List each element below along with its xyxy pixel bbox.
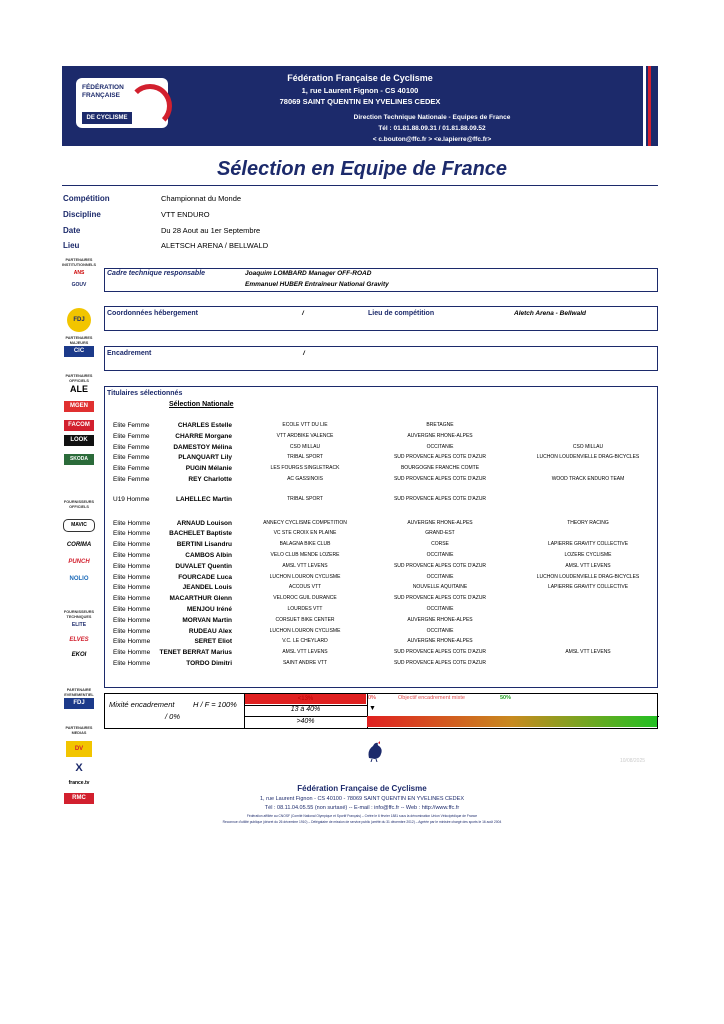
discipline-label: Discipline xyxy=(63,210,101,219)
sponsor-logo: ELVES xyxy=(69,637,89,643)
sponsor-logo: NOLIO xyxy=(69,576,89,582)
flag-stripe-red xyxy=(648,66,651,146)
rider-team: LUCHON LOUDENVIELLE DRAG-BICYCLES xyxy=(536,454,640,461)
rider-region: AUVERGNE RHONE-ALPES xyxy=(407,432,473,439)
rider-region: CORSE xyxy=(431,541,449,548)
rider-club: VTT ARDBIKE VALENCE xyxy=(276,432,334,439)
sponsor-logo: DV xyxy=(66,741,92,757)
rider-name: RUDEAU Alex xyxy=(188,627,232,635)
rider-region: AUVERGNE RHONE-ALPES xyxy=(407,519,473,526)
rider-category: Elite Homme xyxy=(113,573,151,581)
rider-row xyxy=(0,660,724,670)
rider-row xyxy=(0,628,724,638)
logo-text-2: FRANÇAISE xyxy=(82,92,120,99)
venue-label: Lieu xyxy=(63,241,80,250)
rider-row xyxy=(0,595,724,605)
sponsor-logo: CIC xyxy=(64,346,94,357)
header-addr2: 78069 SAINT QUENTIN EN YVELINES CEDEX xyxy=(279,97,441,106)
rider-name: DUVALET Quentin xyxy=(175,562,232,570)
logo-text-3: DE CYCLISME xyxy=(82,112,132,124)
rider-region: OCCITANIE xyxy=(426,606,454,612)
rider-name: MACARTHUR Glenn xyxy=(169,595,232,603)
rider-team: AMSL VTT LEVENS xyxy=(565,649,611,656)
rider-row xyxy=(0,606,724,616)
rider-region: SUD PROVENCE ALPES COTE D'AZUR xyxy=(393,649,487,656)
rider-name: FOURCADE Luca xyxy=(178,573,232,581)
scale-low: <13% xyxy=(245,694,366,704)
rider-region: OCCITANIE xyxy=(426,573,454,580)
rider-category: Elite Homme xyxy=(113,562,151,570)
cadre-label: Cadre technique responsable xyxy=(107,270,206,277)
rider-region: SUD PROVENCE ALPES COTE D'AZUR xyxy=(393,495,487,502)
rider-region: SUD PROVENCE ALPES COTE D'AZUR xyxy=(393,660,487,666)
hebergement-label: Coordonnées hébergement xyxy=(107,310,199,317)
rider-name: CHARLES Estelle xyxy=(177,422,232,429)
rider-club: ECOLE VTT DU LIE xyxy=(282,422,328,428)
rider-category: Elite Homme xyxy=(113,519,151,527)
sponsor-logo: ANS xyxy=(73,270,85,276)
rider-category: Elite Femme xyxy=(113,443,150,451)
mixite-hf: H / F = 100% xyxy=(193,700,237,709)
rider-row xyxy=(0,433,724,443)
sponsor-logo: LOOK xyxy=(64,435,94,446)
rider-club: BALAGNA BIKE CLUB xyxy=(279,541,331,548)
rider-team: LOZERE CYCLISME xyxy=(564,552,612,558)
rider-club: VELOROC GUIL DURANCE xyxy=(273,595,337,602)
rider-name: ARNAUD Louison xyxy=(176,519,232,527)
rider-team: LUCHON LOUDENVIELLE DRAG-BICYCLES xyxy=(536,573,640,580)
rider-row xyxy=(0,476,724,486)
rider-category: Elite Femme xyxy=(113,422,150,429)
lieu-competition-value: Aletch Arena - Bellwald xyxy=(514,310,586,317)
rider-category: Elite Femme xyxy=(113,454,150,462)
rider-category: Elite Homme xyxy=(113,638,151,646)
scale-high: >40% xyxy=(296,718,315,725)
rider-row xyxy=(0,496,724,506)
rider-category: Elite Homme xyxy=(113,606,151,613)
cadre-line-1: Joaquim LOMBARD Manager OFF-ROAD xyxy=(245,270,372,277)
rider-name: LAHELLEC Martin xyxy=(176,495,232,503)
rider-name: TORDO Dimitri xyxy=(186,660,232,667)
rider-region: OCCITANIE xyxy=(426,552,454,558)
header-dept: Direction Technique Nationale - Equipes de France xyxy=(353,114,511,121)
rider-row xyxy=(0,422,724,432)
rider-row xyxy=(0,541,724,551)
cadre-line-2: Emmanuel HUBER Entraîneur National Gravity xyxy=(245,281,389,288)
rider-region: SUD PROVENCE ALPES COTE D'AZUR xyxy=(393,595,487,602)
rider-team: CSO MILLAU xyxy=(572,443,604,450)
rider-category: Elite Homme xyxy=(113,584,151,592)
rider-name: BACHELET Baptiste xyxy=(169,530,232,538)
sponsor-logo: MAVIC xyxy=(63,519,95,532)
rider-category: Elite Femme xyxy=(113,476,150,483)
rider-region: SUD PROVENCE ALPES COTE D'AZUR xyxy=(393,562,487,569)
rider-category: Elite Homme xyxy=(113,660,151,667)
rider-club: ACCOUS VTT xyxy=(288,584,322,591)
rider-row xyxy=(0,638,724,648)
sponsor-group-event xyxy=(62,688,96,709)
date-label: Date xyxy=(63,226,81,235)
rider-region: SUD PROVENCE ALPES COTE D'AZUR xyxy=(393,454,487,461)
sponsor-logo: CORIMA xyxy=(66,542,92,548)
rider-row xyxy=(0,563,724,573)
scale-zero: 0% xyxy=(368,695,376,701)
rider-category: Elite Homme xyxy=(113,552,151,559)
rider-row xyxy=(0,584,724,594)
rider-team: LAPIERRE GRAVITY COLLECTIVE xyxy=(547,584,629,591)
rider-club: VC STE CROIX EN PLAINE xyxy=(273,530,337,537)
footer-legal-2: Reconnue d'utilité publique (décret du 26 décembre 1910) – Délégataire de mission de service public (arrêté du 31 décembre 2012) – Agréée par le ministre chargé des sports le 16 août 2004 xyxy=(222,820,502,824)
competition-value: Championnat du Monde xyxy=(161,194,242,203)
rider-category: Elite Homme xyxy=(113,627,151,635)
rider-team: THEORY RACING xyxy=(567,519,609,526)
rider-club: AMSL VTT LEVENS xyxy=(282,649,328,656)
sponsor-caption: PARTENAIRES MAJEURS xyxy=(65,336,93,345)
rider-name: MORVAN Martin xyxy=(182,616,232,624)
mixite-pct: / 0% xyxy=(165,712,181,721)
rider-category: Elite Homme xyxy=(113,541,151,549)
rider-club: AMSL VTT LEVENS xyxy=(282,562,328,569)
rider-row xyxy=(0,552,724,562)
sponsor-caption: FOURNISSEURS OFFICIELS xyxy=(63,500,95,509)
objective-label: Objectif encadrement mixte xyxy=(398,695,465,701)
sponsor-logo: FACOM xyxy=(64,420,94,431)
rider-club: LUCHON LOURON CYCLISME xyxy=(269,573,341,580)
sponsor-logo: ELITE xyxy=(71,622,87,628)
rider-row xyxy=(0,465,724,475)
sponsor-logo: RMC xyxy=(64,793,94,804)
rider-category: Elite Femme xyxy=(113,432,150,440)
rider-region: BRETAGNE xyxy=(426,422,454,428)
rider-team: LAPIERRE GRAVITY COLLECTIVE xyxy=(547,541,629,548)
flag-stripe-white xyxy=(643,66,646,146)
rider-club: AC GASSINOIS xyxy=(287,476,323,482)
date-value: Du 28 Aout au 1er Septembre xyxy=(161,226,261,235)
rider-category: U19 Homme xyxy=(113,495,150,503)
selection-subtitle: Sélection Nationale xyxy=(169,401,234,408)
flag-stripe-blue xyxy=(638,66,641,146)
footer-org: Fédération Française de Cyclisme xyxy=(297,784,427,793)
rider-row xyxy=(0,649,724,659)
rooster-icon xyxy=(365,740,385,762)
rider-name: DAMESTOY Mélina xyxy=(173,443,232,451)
rider-row xyxy=(0,530,724,540)
sponsor-logo: FDJ xyxy=(67,308,91,332)
rider-name: CAMBOS Albin xyxy=(185,552,232,559)
rider-name: SERET Eliot xyxy=(194,638,232,646)
rider-row xyxy=(0,520,724,530)
sponsor-logo: EKOI xyxy=(71,652,87,658)
rider-row xyxy=(0,454,724,464)
sponsor-logo: SKODA xyxy=(64,454,94,465)
rider-region: OCCITANIE xyxy=(426,443,454,450)
footer-contact: Tél : 08.11.04.05.55 (non surtaxé) -- E-mail : info@ffc.fr -- Web : http://www.ffc.fr xyxy=(264,805,460,811)
page-title: Sélection en Equipe de France xyxy=(216,158,508,180)
rider-team: WOOD TRACK ENDURO TEAM xyxy=(551,476,625,482)
sponsor-caption: FOURNISSEURS TECHNIQUES xyxy=(63,610,95,619)
rider-name: REY Charlotte xyxy=(188,476,232,483)
rider-club: TRIBAL SPORT xyxy=(287,495,323,502)
mixite-marker-icon: ▼ xyxy=(369,705,376,712)
sponsor-logo: ALE xyxy=(70,384,88,394)
rider-club: ANNECY CYCLISME COMPETITION xyxy=(263,519,347,526)
encadrement-separator: / xyxy=(303,350,305,357)
title-divider xyxy=(62,185,658,186)
sponsor-group-institutional xyxy=(62,258,96,291)
rider-category: Elite Femme xyxy=(113,465,150,473)
rider-category: Elite Homme xyxy=(113,616,151,624)
titulaires-label: Titulaires sélectionnés xyxy=(107,390,183,397)
rider-name: MENJOU Iréné xyxy=(186,606,232,613)
sponsor-caption: PARTENAIRE EVENEMENTIEL xyxy=(64,688,94,697)
mixite-label: Mixité encadrement xyxy=(109,700,175,709)
rider-category: Elite Homme xyxy=(113,530,151,538)
venue-value: ALETSCH ARENA / BELLWALD xyxy=(161,241,269,250)
sponsor-logo: GOUV xyxy=(71,282,87,288)
rider-name: JEANDEL Louis xyxy=(182,584,232,592)
rider-row xyxy=(0,574,724,584)
header-addr1: 1, rue Laurent Fignon - CS 40100 xyxy=(301,86,419,95)
mixite-gradient-bar xyxy=(367,716,657,727)
rider-name: BERTINI Lisandru xyxy=(176,541,232,549)
rider-region: GRAND-EST xyxy=(425,530,455,537)
rider-club: LUCHON LOURON CYCLISME xyxy=(269,627,341,634)
encadrement-label: Encadrement xyxy=(107,350,152,357)
sponsor-caption: PARTENAIRES MEDIAS xyxy=(65,726,93,735)
rider-name: TENET BERRAT Marius xyxy=(159,649,232,657)
rider-region: BOURGOGNE FRANCHE COMTE xyxy=(400,465,480,472)
footer-date: 10/08/2025 xyxy=(620,758,646,764)
header-tel: Tél : 01.81.88.09.31 / 01.81.88.09.52 xyxy=(378,125,486,132)
sponsor-caption: PARTENAIRES OFFICIELS xyxy=(65,374,93,383)
rider-name: CHARRE Morgane xyxy=(175,432,232,440)
rider-category: Elite Homme xyxy=(113,649,151,657)
lieu-competition-label: Lieu de compétition xyxy=(368,310,435,317)
header-org: Fédération Française de Cyclisme xyxy=(287,73,433,83)
rider-region: AUVERGNE RHONE-ALPES xyxy=(407,616,473,623)
footer-addr: 1, rue Laurent Fignon - CS 40100 - 78069 SAINT QUENTIN EN YVELINES CEDEX xyxy=(259,796,464,802)
rider-name: PLANQUART Lily xyxy=(178,454,232,462)
sponsor-logo: france.tv xyxy=(68,780,90,786)
header-banner xyxy=(62,66,658,146)
rider-region: AUVERGNE RHONE-ALPES xyxy=(407,638,473,645)
rider-region: SUD PROVENCE ALPES COTE D'AZUR xyxy=(393,476,487,482)
scale-mid: 13 à 40% xyxy=(290,706,321,713)
sponsor-logo: X xyxy=(75,762,83,774)
rider-club: V.C. LE CHEYLARD xyxy=(282,638,328,645)
rider-region: NOUVELLE AQUITAINE xyxy=(412,584,468,591)
sponsor-group-fdj xyxy=(62,308,96,332)
rider-club: CSO MILLAU xyxy=(289,443,321,450)
rider-club: TRIBAL SPORT xyxy=(287,454,323,461)
rider-row xyxy=(0,617,724,627)
rider-club: LOURDES VTT xyxy=(287,606,323,612)
sponsor-logo: MGEN xyxy=(64,401,94,412)
encadrement-box xyxy=(104,346,658,371)
logo-text-1: FÉDÉRATION xyxy=(82,84,124,91)
rider-club: CORSUET BIKE CENTER xyxy=(275,616,335,623)
rider-club: VELO CLUB MENDE LOZERE xyxy=(270,552,340,558)
rider-row xyxy=(0,444,724,454)
rider-region: OCCITANIE xyxy=(426,627,454,634)
header-emails: < c.bouton@ffc.fr > <e.lapierre@ffc.fr> xyxy=(372,136,492,143)
rider-club: SAINT ANDRE VTT xyxy=(282,660,328,666)
sponsor-caption: PARTENAIRES INSTITUTIONNELS xyxy=(62,258,96,267)
sponsor-group-major xyxy=(62,336,96,357)
discipline-value: VTT ENDURO xyxy=(161,210,210,219)
rider-club: LES FOURGS SINGLETRACK xyxy=(270,465,340,472)
competition-label: Compétition xyxy=(63,194,110,203)
rider-category: Elite Homme xyxy=(113,595,151,603)
objective-target: 50% xyxy=(500,695,512,701)
rider-name: PUGIN Mélanie xyxy=(185,465,232,473)
rider-team: AMSL VTT LEVENS xyxy=(565,562,611,569)
sponsor-logo: PUNCH xyxy=(68,559,90,565)
hebergement-separator: / xyxy=(302,310,304,317)
sponsor-logo: FDJ xyxy=(64,698,94,709)
footer-legal-1: Fédération affiliée au CNOSF (Comité National Olympique et Sportif Français) – Créée le 6 février 1881 sous la dénomination Union Vélocipédique de France xyxy=(246,814,478,818)
